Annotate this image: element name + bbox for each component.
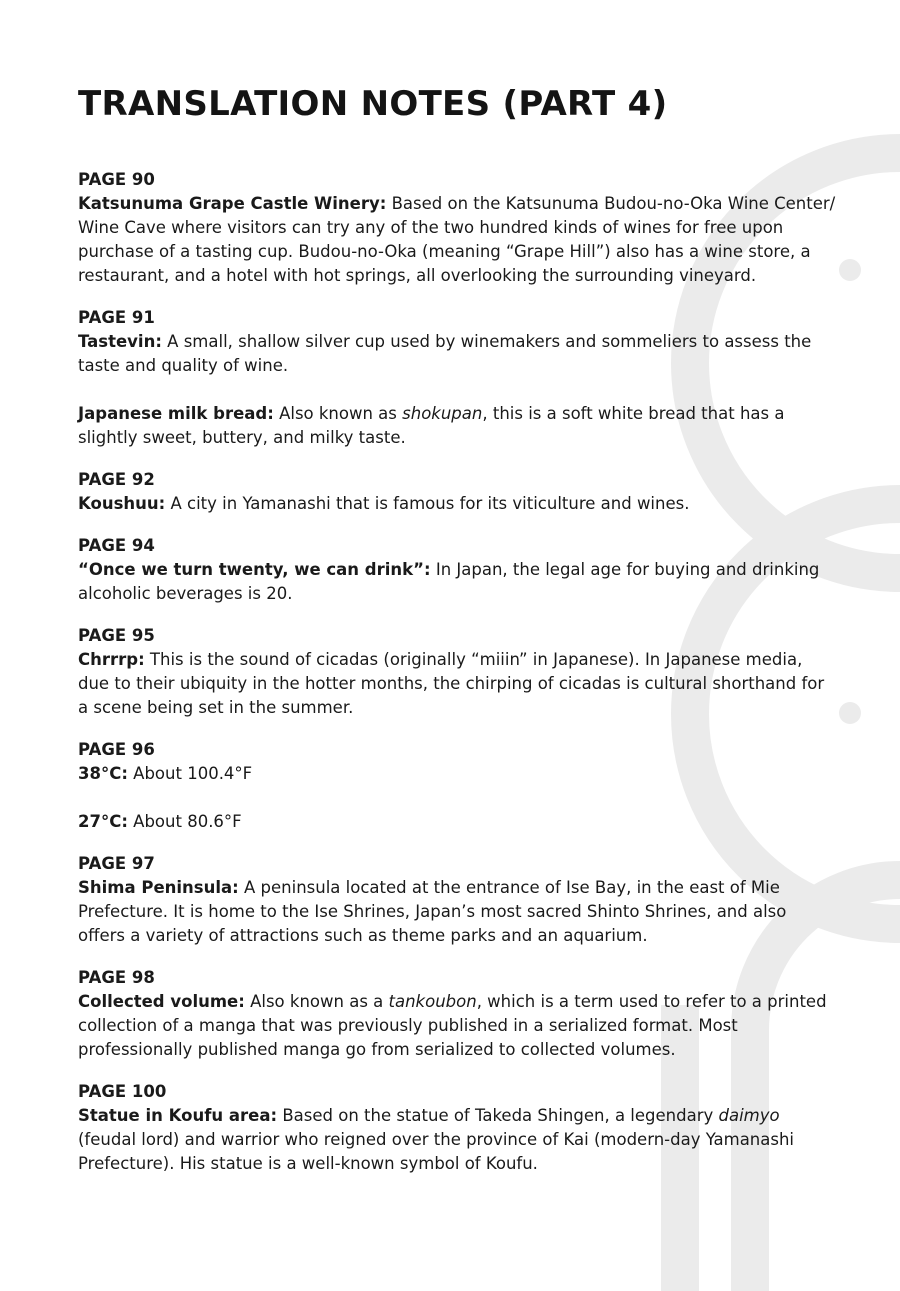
note-section xyxy=(78,624,838,720)
note-definition: A city in Yamanashi that is famous for its viticulture and wines. xyxy=(165,494,690,513)
page-label: PAGE 100 xyxy=(78,1082,167,1101)
note-entry xyxy=(78,402,838,450)
note-section xyxy=(78,852,838,948)
note-section xyxy=(78,966,838,1062)
note-definition: About 80.6°F xyxy=(127,812,242,831)
note-term: Katsunuma Grape Castle Winery: xyxy=(78,194,387,213)
page-label: PAGE 90 xyxy=(78,170,155,189)
note-entry xyxy=(78,876,838,948)
note-term: Japanese milk bread: xyxy=(78,404,274,423)
note-entry xyxy=(78,810,838,834)
note-term: Tastevin: xyxy=(78,332,162,351)
page-label: PAGE 94 xyxy=(78,536,155,555)
page-label: PAGE 92 xyxy=(78,470,155,489)
deco-dot-top xyxy=(839,259,861,281)
page-label: PAGE 95 xyxy=(78,626,155,645)
note-entry xyxy=(78,648,838,720)
notes-list xyxy=(78,168,838,1176)
note-definition: Based on the Katsunuma Budou-no-Oka Wine Center/ Wine Cave where visitors can try any of the two hundred kinds of wines for free upon purchase of a tasting cup. Budou-no-Oka (meaning “Grape Hill”) also has a wine store, a restaurant, and a hotel with hot springs, all overlooking the surrounding vineyard. xyxy=(78,194,836,285)
translation-notes-page xyxy=(78,84,838,1194)
note-definition: A small, shallow silver cup used by winemakers and sommeliers to assess the taste and quality of wine. xyxy=(78,332,812,375)
note-definition: A peninsula located at the entrance of Ise Bay, in the east of Mie Prefecture. It is home to the Ise Shrines, Japan’s most sacred Shinto Shrines, and also offers a variety of attractions such as theme parks and an aquarium. xyxy=(78,878,787,945)
note-term: 27°C: xyxy=(78,812,128,831)
page-title: TRANSLATION NOTES (PART 4) xyxy=(78,84,668,124)
note-definition: In Japan, the legal age for buying and drinking alcoholic beverages is 20. xyxy=(78,560,820,603)
note-section xyxy=(78,306,838,450)
note-entry xyxy=(78,558,838,606)
note-definition: (feudal lord) and warrior who reigned over the province of Kai (modern-day Yamanashi Prefecture). His statue is a well-known symbol of Koufu. xyxy=(78,1130,795,1173)
note-term: Chrrrp: xyxy=(78,650,145,669)
note-definition: , which is a term used to refer to a printed collection of a manga that was previously published in a serialized format. Most professionally published manga go from serialized to collected volumes. xyxy=(78,992,827,1059)
note-term: Koushuu: xyxy=(78,494,166,513)
note-entry xyxy=(78,762,838,786)
note-definition: Also known as a xyxy=(244,992,389,1011)
page-label: PAGE 96 xyxy=(78,740,155,759)
note-term: Collected volume: xyxy=(78,992,245,1011)
note-definition: This is the sound of cicadas (originally “miiin” in Japanese). In Japanese media, due to their ubiquity in the hotter months, the chirping of cicadas is cultural shorthand for a scene being set in the summer. xyxy=(78,650,825,717)
note-italic-term: shokupan xyxy=(402,404,483,423)
note-entry xyxy=(78,192,838,288)
note-section xyxy=(78,738,838,834)
note-entry xyxy=(78,1104,838,1176)
page-label: PAGE 91 xyxy=(78,308,155,327)
note-italic-term: tankoubon xyxy=(388,992,477,1011)
note-entry xyxy=(78,492,838,516)
note-term: 38°C: xyxy=(78,764,128,783)
note-section xyxy=(78,168,838,288)
page-label: PAGE 98 xyxy=(78,968,155,987)
note-term: Shima Peninsula: xyxy=(78,878,239,897)
note-section xyxy=(78,468,838,516)
note-italic-term: daimyo xyxy=(718,1106,780,1125)
note-definition: Also known as xyxy=(273,404,403,423)
deco-dot-middle xyxy=(839,702,861,724)
note-section xyxy=(78,1080,838,1176)
note-entry xyxy=(78,330,838,378)
note-entry xyxy=(78,990,838,1062)
note-term: “Once we turn twenty, we can drink”: xyxy=(78,560,431,579)
page-label: PAGE 97 xyxy=(78,854,155,873)
note-definition: Based on the statue of Takeda Shingen, a legendary xyxy=(277,1106,719,1125)
note-definition: , this is a soft white bread that has a slightly sweet, buttery, and milky taste. xyxy=(78,404,785,447)
note-definition: About 100.4°F xyxy=(127,764,253,783)
note-term: Statue in Koufu area: xyxy=(78,1106,278,1125)
note-section xyxy=(78,534,838,606)
